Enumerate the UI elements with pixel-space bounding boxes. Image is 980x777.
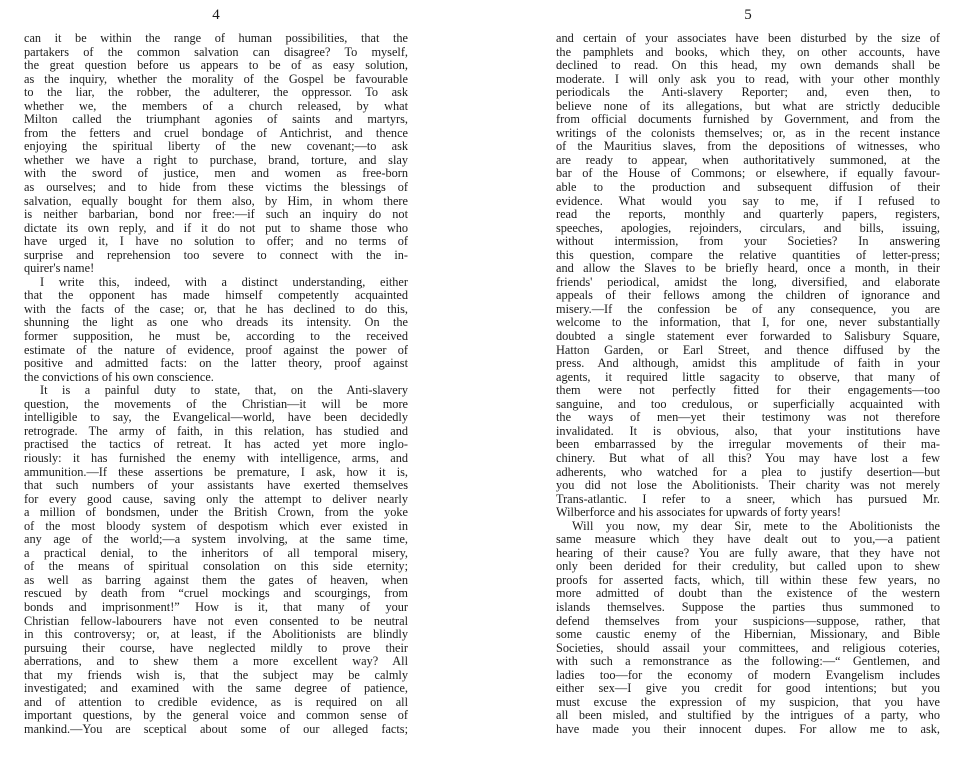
text-line: question, the movements of the Christian—it will be more (24, 397, 408, 411)
text-line: the convictions of his own conscience. (24, 370, 214, 384)
text-line: press. And although, amidst this amplitude of faith in your (556, 357, 940, 371)
text-line: practised the tactics of retreat. It has acted yet more inglo- (24, 438, 408, 452)
text-line: whether we have a right to purchase, brand, torture, and slay (24, 153, 408, 167)
text-line: Will you now, my dear Sir, mete to the Abolitionists the (572, 519, 940, 533)
page-number: 5 (744, 7, 752, 23)
text-line: quirer's name! (24, 262, 95, 276)
text-line: friends' periodical, amidst the long, diversified, and elaborate (556, 275, 940, 289)
text-line: appeals of their fellows among the children of ignorance and (556, 289, 940, 303)
text-line: ammunition.—If these assertions be premature, I ask, how it is, (24, 465, 408, 479)
text-line: pursuing their course, have neglected mildly to prove their (24, 641, 408, 655)
text-line: moderate. I will only ask you to read, with your other monthly (556, 72, 940, 86)
text-line: more admitted of doubt than the existence of the western (556, 587, 940, 601)
text-line: with the sword of justice, men and women as free-born (24, 167, 408, 181)
text-line: some caustic enemy of the Hibernian, Missionary, and Bible (556, 628, 940, 642)
text-line: shunning the light as one who dreads its intensity. On the (24, 316, 408, 330)
text-line: read the reports, monthly and quarterly papers, registers, (556, 208, 940, 222)
text-line: chinery. But what of all this? You may have lost a few (556, 451, 940, 465)
text-line: writings of the colonists themselves; or, as in the recent instance (556, 126, 940, 140)
text-line: Hatton Garden, or Earl Street, and thence diffused by the (556, 343, 940, 357)
text-line: from the fetters and cruel bondage of Antichrist, and thence (24, 126, 408, 140)
text-line: and of attention to credible evidence, as is required on all (24, 695, 408, 709)
text-line: hearing of their cause? You are fully aware, that they have not (556, 546, 940, 560)
text-line: dictate its own reply, and if it do not put to shame those who (24, 221, 408, 235)
page-body (556, 32, 940, 736)
text-line: bar of the House of Commons; or elsewhere, if equally favour- (556, 167, 940, 181)
text-line: ladies too—for the economy of modern Evangelism includes (556, 668, 940, 682)
text-line: that my friends wish is, that the subject may be calmly (24, 668, 408, 682)
text-line: aberrations, and to shew them a more excellent way? All (24, 655, 408, 669)
text-line: sanguine, and too credulous, or superficially acquainted with (556, 397, 940, 411)
text-line: intelligible to say, the Evangelical—world, have been decidedly (24, 411, 408, 425)
text-line: believe none of its allegations, but what are strictly deducible (556, 99, 940, 113)
text-line: Wilberforce and his associates for upwards of forty years! (556, 506, 841, 520)
text-line: the great question before us appears to be of as easy solution, (24, 59, 408, 73)
text-line: to the liar, the robber, the adulterer, the oppressor. To ask (24, 86, 408, 100)
text-line: invalidated. It is obvious, also, that your institutions have (556, 424, 940, 438)
text-line: this question, compare the relative quantities of letter-press; (556, 248, 940, 262)
right-page (556, 0, 940, 777)
text-line: been embarrassed by the irregular movements of their ma- (556, 438, 940, 452)
text-line: I write this, indeed, with a distinct understanding, either (40, 275, 408, 289)
left-page (24, 0, 408, 777)
text-line: with such a remonstrance as the following:—“ Gentlemen, and (556, 655, 940, 669)
text-line: adherents, who watched for a plea to justify desertion—but (556, 465, 940, 479)
text-line: from official documents furnished by Government, and from the (556, 113, 940, 127)
text-line: and allow the Slaves to be briefly heard, once a month, in their (556, 262, 940, 276)
text-line: enjoying the spiritual liberty of the new covenant;—to ask (24, 140, 408, 154)
text-line: either sex—I give you credit for good intentions; but you (556, 682, 940, 696)
text-line: and certain of your associates have been disturbed by the size of (556, 32, 940, 45)
text-line: former supposition, he must be, according to the received (24, 330, 408, 344)
text-line: rescued by death from “cruel mockings and scourgings, from (24, 587, 408, 601)
text-line: can it be within the range of human possibilities, that the (24, 32, 408, 45)
text-line: mankind.—You are sceptical about some of our alleged facts; (24, 722, 408, 736)
text-line: Trans-atlantic. I refer to a sneer, which has pursued Mr. (556, 492, 940, 506)
text-line: proofs for asserted facts, which, till within these few years, no (556, 573, 940, 587)
text-line: the pamphlets and books, which they, on other accounts, have (556, 45, 940, 59)
text-line: in this controversy; or, at least, if the Abolitionists are blindly (24, 628, 408, 642)
text-line: for every good cause, saving only the attempt to deliver nearly (24, 492, 408, 506)
text-line: of the most bloody system of despotism which ever existed in (24, 519, 408, 533)
text-line: estimate of the nature of evidence, proof against the power of (24, 343, 408, 357)
text-line: them were not perfectly fitted for their engagements—too (556, 384, 940, 398)
text-line: the ways of men—yet their testimony was not therefore (556, 411, 940, 425)
text-line: welcome to the information, that I, for one, never substantially (556, 316, 940, 330)
text-line: positive and admitted facts: on the latter theory, proof against (24, 357, 408, 371)
text-line: evidence. What would you say to me, if I refused to (556, 194, 940, 208)
text-line: have made you their innocent dupes. For allow me to ask, (556, 722, 940, 736)
text-line: a million of bondsmen, under the British Crown, from the yoke (24, 506, 408, 520)
text-line: is neither barbarian, bond nor free:—if such an inquiry do not (24, 208, 408, 222)
text-line: riously: it has furnished the enemy with intelligence, arms, and (24, 451, 408, 465)
text-line: investigated; and examined with the same degree of patience, (24, 682, 408, 696)
text-line: periodicals the Anti-slavery Reporter; and, even then, to (556, 86, 940, 100)
page-body (24, 32, 408, 736)
text-line: a practical denial, to the inheritors of all temporal misery, (24, 546, 408, 560)
text-line: that the opponent has made himself competently acquainted (24, 289, 408, 303)
text-line: with the facts of the case; or, that he has declined to do this, (24, 302, 408, 316)
text-line: as ourselves; and to hide from these victims the blessings of (24, 181, 408, 195)
page-number: 4 (212, 7, 220, 23)
text-line: must excuse the expression of my suspicion, that you have (556, 695, 940, 709)
text-line: Milton called the triumphant agonies of saints and martyrs, (24, 113, 408, 127)
text-line: that such numbers of your assistants have exerted themselves (24, 479, 408, 493)
text-line: Societies, should assail your committees, and religious coteries, (556, 641, 940, 655)
text-line: of the means of spiritual consolation on this side eternity; (24, 560, 408, 574)
text-line: whether we, the members of a church released, by what (24, 99, 408, 113)
text-line: of the Mauritius slaves, from the depositions of witnesses, who (556, 140, 940, 154)
text-line: all been misled, and stultified by the intrigues of a party, who (556, 709, 940, 723)
text-line: misery.—If the confession be of any consequence, you are (556, 302, 940, 316)
text-line: retrograde. The army of faith, in this relation, has studied and (24, 424, 408, 438)
text-line: defend themselves from your suspicions—suppose, rather, that (556, 614, 940, 628)
text-line: bonds and imprisonment!” How is it, that many of your (24, 600, 408, 614)
text-line: speeches, apologies, rejoinders, circulars, and bills, issuing, (556, 221, 940, 235)
text-line: It is a painful duty to state, that, on the Anti-slavery (40, 384, 408, 398)
text-line: have urged it, I have no solution to offer; and no terms of (24, 235, 408, 249)
text-line: same measure which they have dealt out to you,—a patient (556, 533, 940, 547)
text-line: partakers of the common salvation can disagree? To myself, (24, 45, 408, 59)
text-line: without intermission, from your Societies? In answering (556, 235, 940, 249)
text-line: are ready to appear, when authoritatively summoned, at the (556, 153, 940, 167)
text-line: any age of the world;—a system involving, at the same time, (24, 533, 408, 547)
text-line: important questions, by the general voice and common sense of (24, 709, 408, 723)
text-line: Christian fellow-labourers have not even consented to be neutral (24, 614, 408, 628)
text-line: as the inquiry, whether the morality of the Gospel be favourable (24, 72, 408, 86)
text-line: doubted a single statement ever forwarded to Salisbury Square, (556, 330, 940, 344)
text-line: islands themselves. Suppose the parties thus summoned to (556, 600, 940, 614)
text-line: able to the production and subsequent diffusion of their (556, 181, 940, 195)
text-line: declined to read. On this head, my own demands shall be (556, 59, 940, 73)
text-line: agents, it required little sagacity to observe, that many of (556, 370, 940, 384)
text-line: surprise and reprehension too severe to connect with the in- (24, 248, 408, 262)
text-line: as well as barring against them the gates of heaven, when (24, 573, 408, 587)
text-line: only been derided for their credulity, but called upon to shew (556, 560, 940, 574)
text-line: you did not lose the Abolitionists. Their charity was not merely (556, 479, 940, 493)
text-line: salvation, equally bought for them also, by Him, in whom there (24, 194, 408, 208)
